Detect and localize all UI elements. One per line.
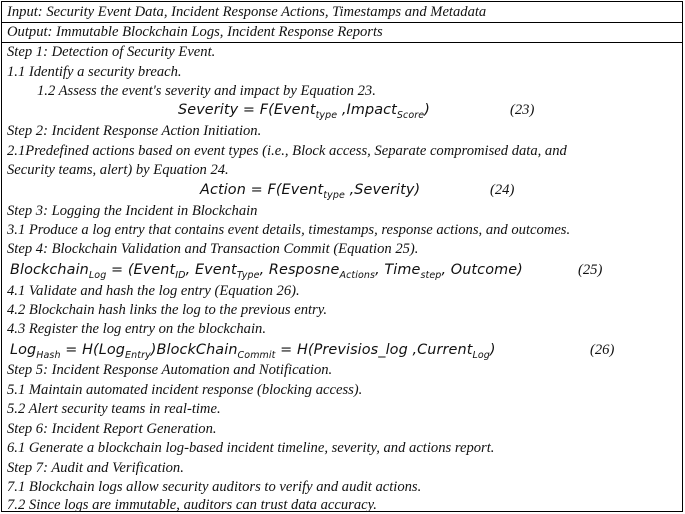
step-1-heading: Step 1: Detection of Security Event. xyxy=(7,44,216,60)
step-4-3: 4.3 Register the log entry on the blockchain. xyxy=(7,321,266,337)
equation-24-number: (24) xyxy=(490,182,515,198)
step-1-1: 1.1 Identify a security breach. xyxy=(7,64,182,80)
step-7-2: 7.2 Since logs are immutable, auditors can trust data accuracy. xyxy=(7,497,377,513)
step-2-heading: Step 2: Incident Response Action Initiation. xyxy=(7,123,262,139)
step-1-2: 1.2 Assess the event's severity and impact by Equation 23. xyxy=(37,83,376,99)
step-2-1-line-2: Security teams, alert) by Equation 24. xyxy=(7,162,229,178)
step-6-1: 6.1 Generate a blockchain log-based incident timeline, severity, and actions report. xyxy=(7,440,495,456)
equation-23-number: (23) xyxy=(510,102,535,118)
step-6-heading: Step 6: Incident Report Generation. xyxy=(7,421,217,437)
step-7-1: 7.1 Blockchain logs allow security auditors to verify and audit actions. xyxy=(7,479,422,495)
step-5-heading: Step 5: Incident Response Automation and Notification. xyxy=(7,362,333,378)
equation-25-number: (25) xyxy=(578,262,603,278)
algorithm-box xyxy=(1,1,683,512)
step-4-2: 4.2 Blockchain hash links the log to the previous entry. xyxy=(7,302,328,318)
input-line: Input: Security Event Data, Incident Response Actions, Timestamps and Metadata xyxy=(7,4,487,20)
step-4-1: 4.1 Validate and hash the log entry (Equation 26). xyxy=(7,283,300,299)
input-row xyxy=(2,2,682,23)
equation-26: Log$_{Hash}$ = H(Log$_{Entry}$)BlockChain$_{Commit}$ = H(Previsios_log ,Current$_{Log}$) xyxy=(10,342,496,361)
step-7-heading: Step 7: Audit and Verification. xyxy=(7,460,184,476)
equation-26-number: (26) xyxy=(590,342,615,358)
equation-25: Blockchain$_{Log}$ = (Event$_{ID}$, Event$_{Type}$, Resposne$_{Actions}$, Time$_{step}$, Outcome) xyxy=(10,262,523,281)
step-4-heading: Step 4: Blockchain Validation and Transaction Commit (Equation 25). xyxy=(7,241,419,257)
step-2-1-line-1: 2.1Predefined actions based on event types (i.e., Block access, Separate compromised data, and xyxy=(7,143,567,159)
step-3-heading: Step 3: Logging the Incident in Blockchain xyxy=(7,203,258,219)
step-3-1: 3.1 Produce a log entry that contains event details, timestamps, response actions, and outcomes. xyxy=(7,222,571,238)
equation-24: Action = F(Event$_{type}$ ,Severity) xyxy=(200,182,421,201)
equation-23: Severity = F(Event$_{type}$ ,Impact$_{Score}$) xyxy=(178,102,430,121)
step-5-2: 5.2 Alert security teams in real-time. xyxy=(7,401,221,417)
step-5-1: 5.1 Maintain automated incident response (blocking access). xyxy=(7,382,363,398)
output-line: Output: Immutable Blockchain Logs, Incident Response Reports xyxy=(7,24,383,40)
output-row xyxy=(2,22,682,43)
